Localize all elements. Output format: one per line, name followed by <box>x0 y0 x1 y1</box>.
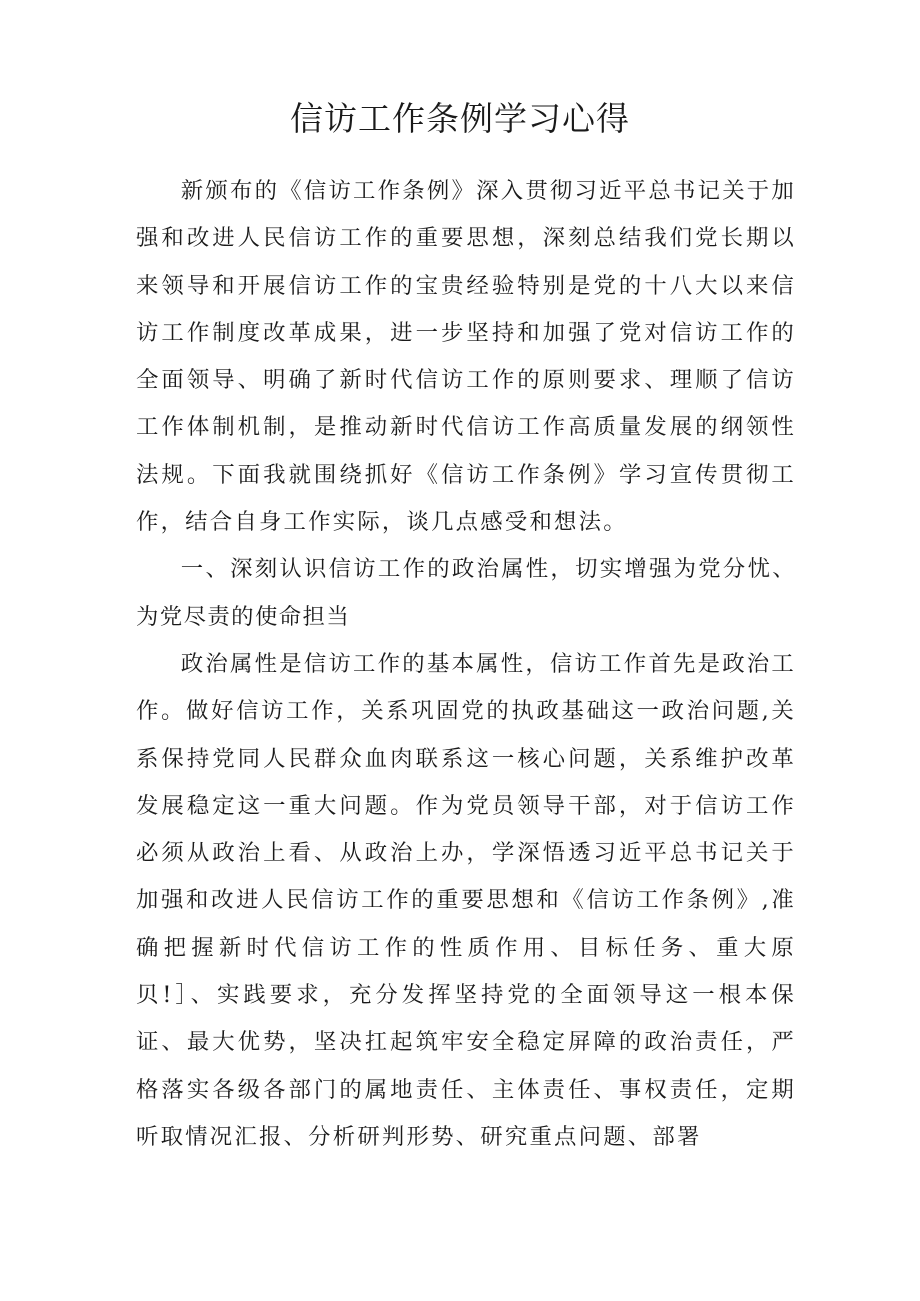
document-title: 信访工作条例学习心得 <box>290 99 630 138</box>
section-1-paragraph: 政治属性是信访工作的基本属性，信访工作首先是政治工作。做好信访工作，关系巩固党的执政基础这一政治问题,关系保持党同人民群众血肉联系这一核心问题，关系维护改革发展稳定这一重大问题。作为党员领导干部，对于信访工作必须从政治上看、从政治上办，学深悟透习近平总书记关于加强和改进人民信访工作的重要思想和《信访工作条例》,准确把握新时代信访工作的性质作用、目标任务、重大原贝!］、实践要求，充分发挥坚持党的全面领导这一根本保证、最大优势，坚决扛起筑牢安全稳定屏障的政治责任，严格落实各级各部门的属地责任、主体责任、事权责任，定期听取情况汇报、分析研判形势、研究重点问题、部署 <box>136 650 796 1150</box>
document-body <box>136 168 796 1161</box>
intro-paragraph: 新颁布的《信访工作条例》深入贯彻习近平总书记关于加强和改进人民信访工作的重要思想，深刻总结我们党长期以来领导和开展信访工作的宝贵经验特别是党的十八大以来信访工作制度改革成果，进一步坚持和加强了党对信访工作的全面领导、明确了新时代信访工作的原则要求、理顺了信访工作体制机制，是推动新时代信访工作高质量发展的纲领性法规。下面我就围绕抓好《信访工作条例》学习宣传贯彻工作，结合自身工作实际，谈几点感受和想法。 <box>136 178 796 536</box>
section-heading-1: 一、深刻认识信访工作的政治属性，切实增强为党分忧、为党尽责的使命担当 <box>136 556 796 630</box>
